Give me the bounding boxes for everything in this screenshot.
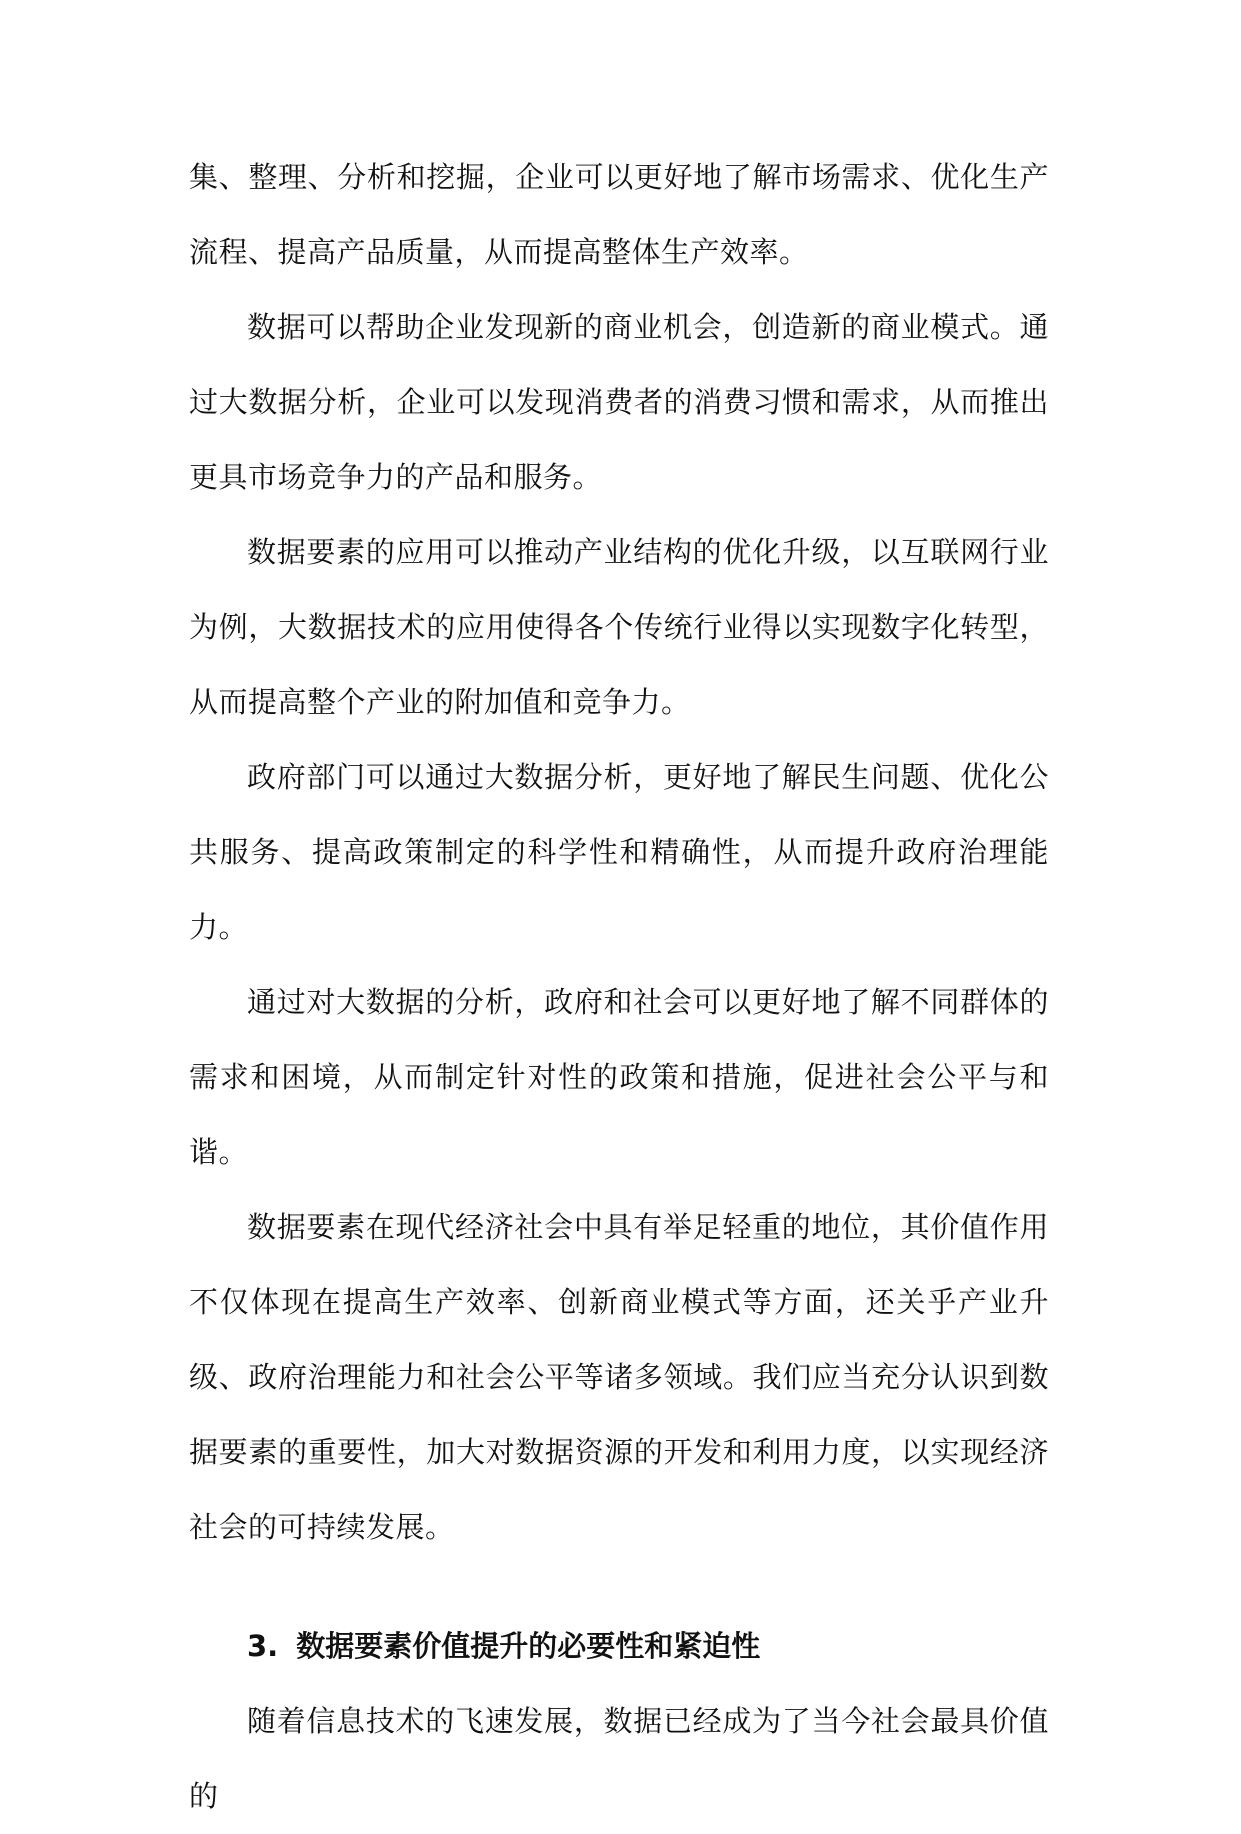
paragraph-truncated: 随着信息技术的飞速发展，数据已经成为了当今社会最具价值的 [189,1704,1049,1813]
paragraph: 数据可以帮助企业发现新的商业机会，创造新的商业模式。通过大数据分析，企业可以发现消费者的消费习惯和需求，从而推出更具市场竞争力的产品和服务。 [189,310,1049,494]
paragraph: 政府部门可以通过大数据分析，更好地了解民生问题、优化公共服务、提高政策制定的科学性和精确性，从而提升政府治理能力。 [189,760,1049,944]
paragraph: 数据要素的应用可以推动产业结构的优化升级，以互联网行业为例，大数据技术的应用使得各个传统行业得以实现数字化转型，从而提高整个产业的附加值和竞争力。 [189,535,1049,719]
section-number: 3. [247,1629,279,1663]
paragraph: 通过对大数据的分析，政府和社会可以更好地了解不同群体的需求和困境，从而制定针对性的政策和措施，促进社会公平与和谐。 [189,985,1049,1169]
document-body [189,140,1049,1834]
paragraph: 数据要素在现代经济社会中具有举足轻重的地位，其价值作用不仅体现在提高生产效率、创新商业模式等方面，还关乎产业升级、政府治理能力和社会公平等诸多领域。我们应当充分认识到数据要素的重要性，加大对数据资源的开发和利用力度，以实现经济社会的可持续发展。 [189,1210,1049,1544]
section-title: 数据要素价值提升的必要性和紧迫性 [296,1629,761,1663]
paragraph-continued: 集、整理、分析和挖掘，企业可以更好地了解市场需求、优化生产流程、提高产品质量，从而提高整体生产效率。 [189,160,1049,269]
section-heading [189,1609,1049,1684]
